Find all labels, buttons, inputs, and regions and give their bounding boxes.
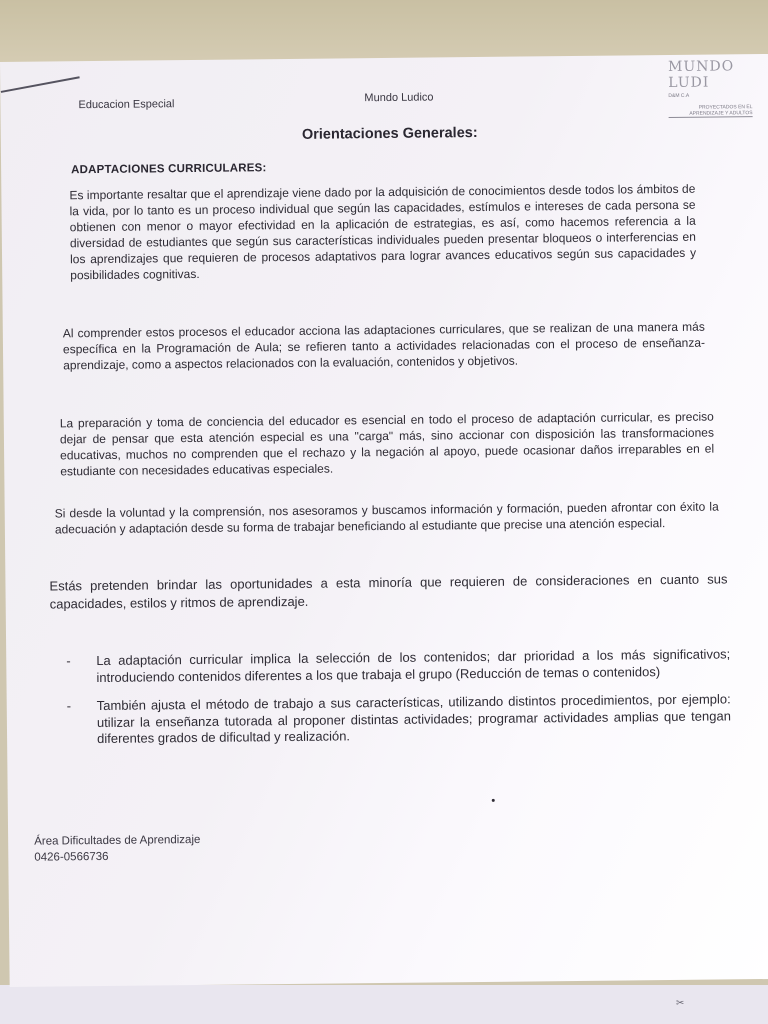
bullet-list bbox=[66, 646, 731, 759]
pen-stroke-mark bbox=[1, 76, 80, 93]
paragraph-4: Si desde la voluntad y la comprensión, nos asesoramos y buscamos información y formación, pueden afrontar con éxito la adecuación y adaptación desde su forma de trabajar beneficiando al estudiante que precise una atención especial. bbox=[54, 499, 719, 537]
desk-background-bottom bbox=[0, 985, 768, 1024]
bullet-text: La adaptación curricular implica la selección de los contenidos; dar prioridad a los más significativos; introduciendo contenidos diferentes a los que trabaja el grupo (Reducción de temas o contenidos) bbox=[96, 646, 731, 685]
list-item bbox=[67, 691, 731, 747]
section-title: ADAPTACIONES CURRICULARES: bbox=[71, 162, 267, 177]
paragraph-1: Es importante resaltar que el aprendizaje viene dado por la adquisición de conocimientos desde todos los ámbitos de la vida, por lo tanto es un proceso individual que según las capacidades, estímulos e intereses de cada persona se obtienen con menor o mayor efectividad en la aplicación de estrategias, es así, como hacemos referencia a la diversidad de estudiantes que según sus características individuales pueden presentar bloqueos o interferencias en los aprendizajes que requieren de procesos adaptativos para lograr avances educativos según sus capacidades y posibilidades cognitivas. bbox=[69, 181, 697, 283]
paragraph-5: Estás pretenden brindar las oportunidades a esta minoría que requieren de consideraciones en cuanto sus capacidades, estilos y ritmos de aprendizaje. bbox=[49, 571, 728, 612]
bullet-marker: - bbox=[66, 653, 71, 669]
bullet-marker: - bbox=[66, 698, 72, 714]
paragraph-3: La preparación y toma de conciencia del educador es esencial en todo el proceso de adaptación curricular, es preciso dejar de pensar que esta atención especial es una "carga" más, sino accionar con disposición las transformaciones educativas, muchos no comprenden que el rechazo y la negación al apoyo, puede ocasionar daños irreparables en el estudiante con necesidades educativas especiales. bbox=[59, 409, 715, 479]
document-page bbox=[0, 54, 768, 987]
paragraph-2: Al comprender estos procesos el educador acciona las adaptaciones curriculares, que se realizan de una manera más específica en la Programación de Aula; se refieren tanto a actividades relacionadas con el proceso de enseñanza-aprendizaje, como a aspectos relacionados con la evaluación, contenidos y objetivos. bbox=[62, 319, 706, 373]
stamp-mark-text: MUNDO LUDI bbox=[668, 58, 735, 92]
document-title: Orientaciones Generales: bbox=[301, 125, 478, 143]
logo-stamp bbox=[668, 58, 753, 117]
header-left-text: Educacion Especial bbox=[78, 98, 175, 112]
stamp-line-text: D&M C.A bbox=[668, 92, 690, 100]
footer bbox=[34, 832, 201, 866]
ink-dot-mark bbox=[492, 799, 495, 802]
footer-area: Área Dificultades de Aprendizaje bbox=[34, 833, 201, 848]
paperclip-icon: ✂ bbox=[676, 998, 685, 1009]
list-item bbox=[66, 646, 730, 686]
footer-phone: 0426-0566736 bbox=[34, 850, 109, 864]
stamp-caption-text: PROYECTADOS EN EL APRENDIZAJE Y ADULTOS bbox=[668, 104, 752, 118]
header-center-text: Mundo Ludico bbox=[364, 91, 434, 105]
bullet-text: También ajusta el método de trabajo a sus características, utilizando distintos procedimientos, por ejemplo: utilizar la enseñanza tutorada al proponer distintas actividades; programar actividades amplias que tengan diferentes grados de dificultad y realización. bbox=[96, 691, 731, 747]
